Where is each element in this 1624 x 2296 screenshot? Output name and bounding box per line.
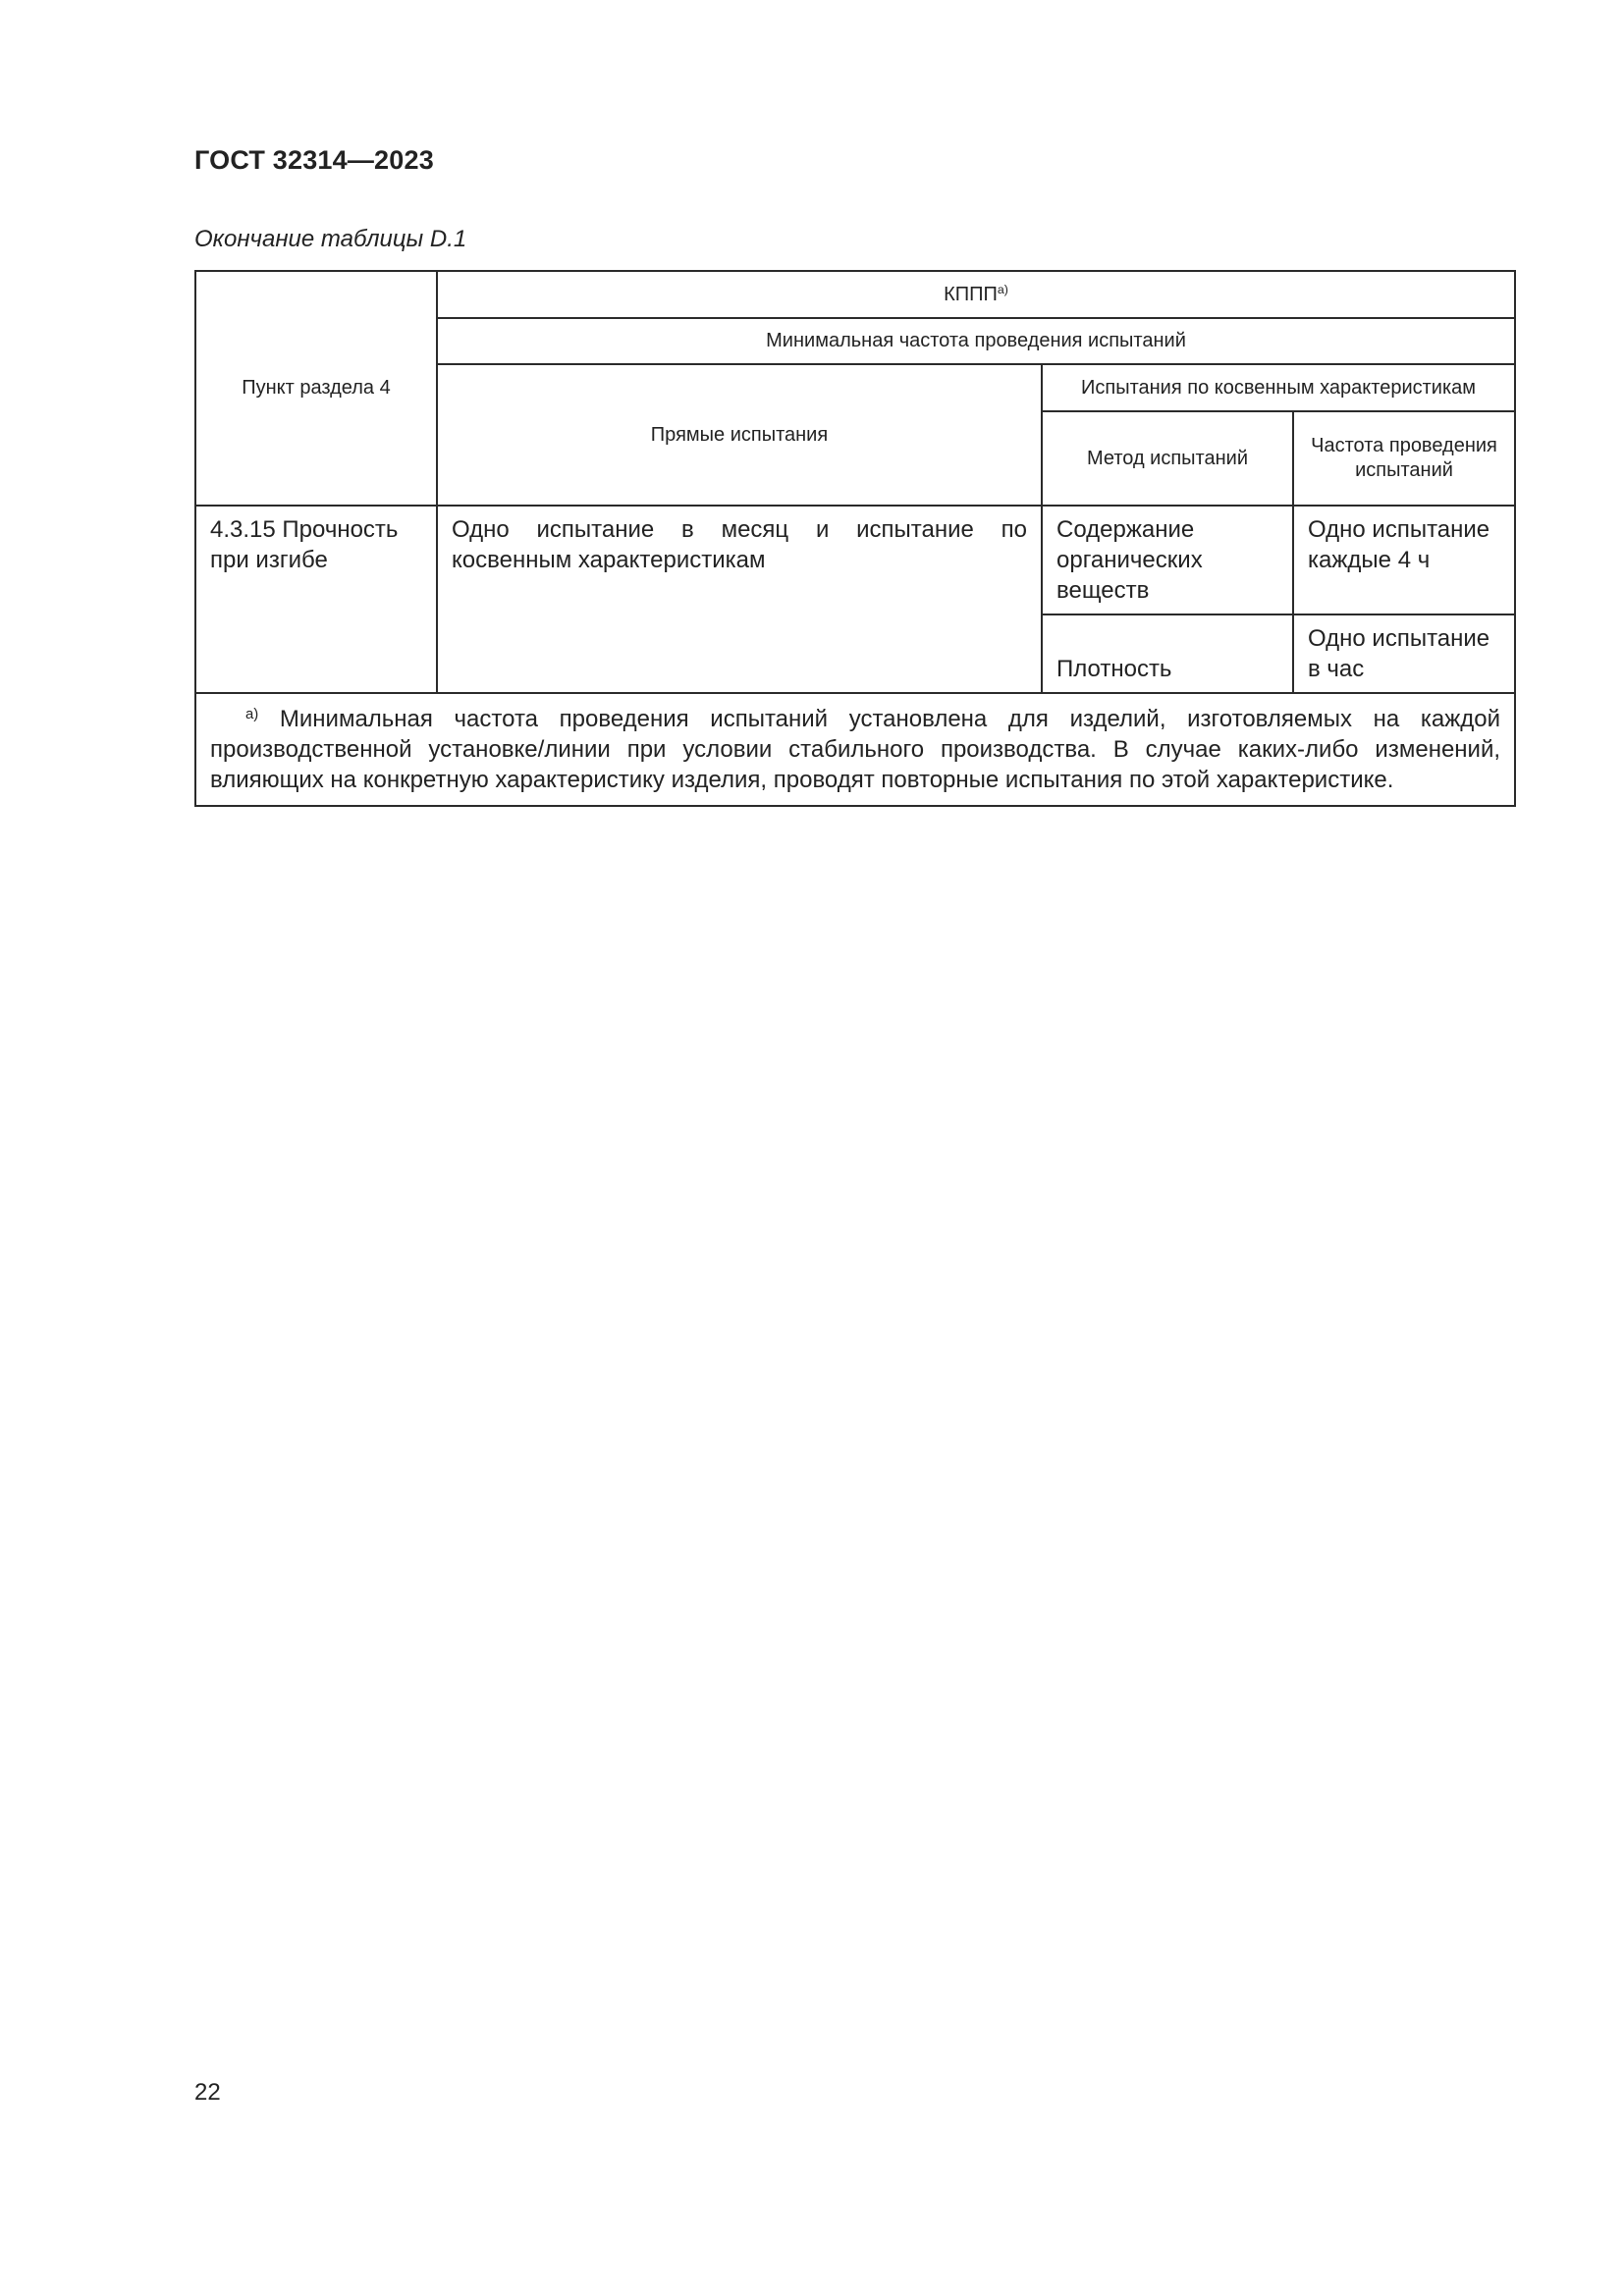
table-cell-method: Плотность — [1042, 614, 1293, 693]
table-cell-frequency: Одно испытание каждые 4 ч — [1293, 506, 1515, 614]
table-cell-frequency: Одно испытание в час — [1293, 614, 1515, 693]
header-test-method: Метод испытаний — [1042, 411, 1293, 506]
inspection-table — [194, 270, 1516, 807]
header-section-item: Пункт раздела 4 — [195, 271, 437, 506]
header-min-frequency: Минимальная частота проведения испытаний — [437, 318, 1515, 364]
table-cell-direct: Одно испытание в месяц и испытание по косвенным характеристикам — [437, 506, 1042, 693]
footnote-text: Минимальная частота проведения испытаний установлена для изделий, изготовляемых на каждой производственной установке/линии при условии стабильного производства. В случае каких-либо изменений, влияющих на конкретную характеристику изделия, проводят повторные испытания по этой характеристике. — [210, 706, 1501, 793]
table-cell-method: Содержание органических веществ — [1042, 506, 1293, 614]
document-number: ГОСТ 32314—2023 — [194, 145, 434, 175]
header-test-frequency: Частота проведения испытаний — [1293, 411, 1515, 506]
header-indirect-tests: Испытания по косвенным характеристикам — [1042, 364, 1515, 411]
table-footnote — [195, 693, 1515, 806]
header-kppp-label: КППП — [944, 283, 998, 305]
footnote-mark: а) — [245, 706, 259, 722]
footnote-mark: а) — [997, 282, 1008, 296]
header-direct-tests: Прямые испытания — [437, 364, 1042, 506]
header-kppp — [437, 271, 1515, 318]
table-cell-item: 4.3.15 Прочность при изгибе — [195, 506, 437, 693]
page-number: 22 — [194, 2079, 221, 2106]
table-caption: Окончание таблицы D.1 — [194, 226, 467, 252]
